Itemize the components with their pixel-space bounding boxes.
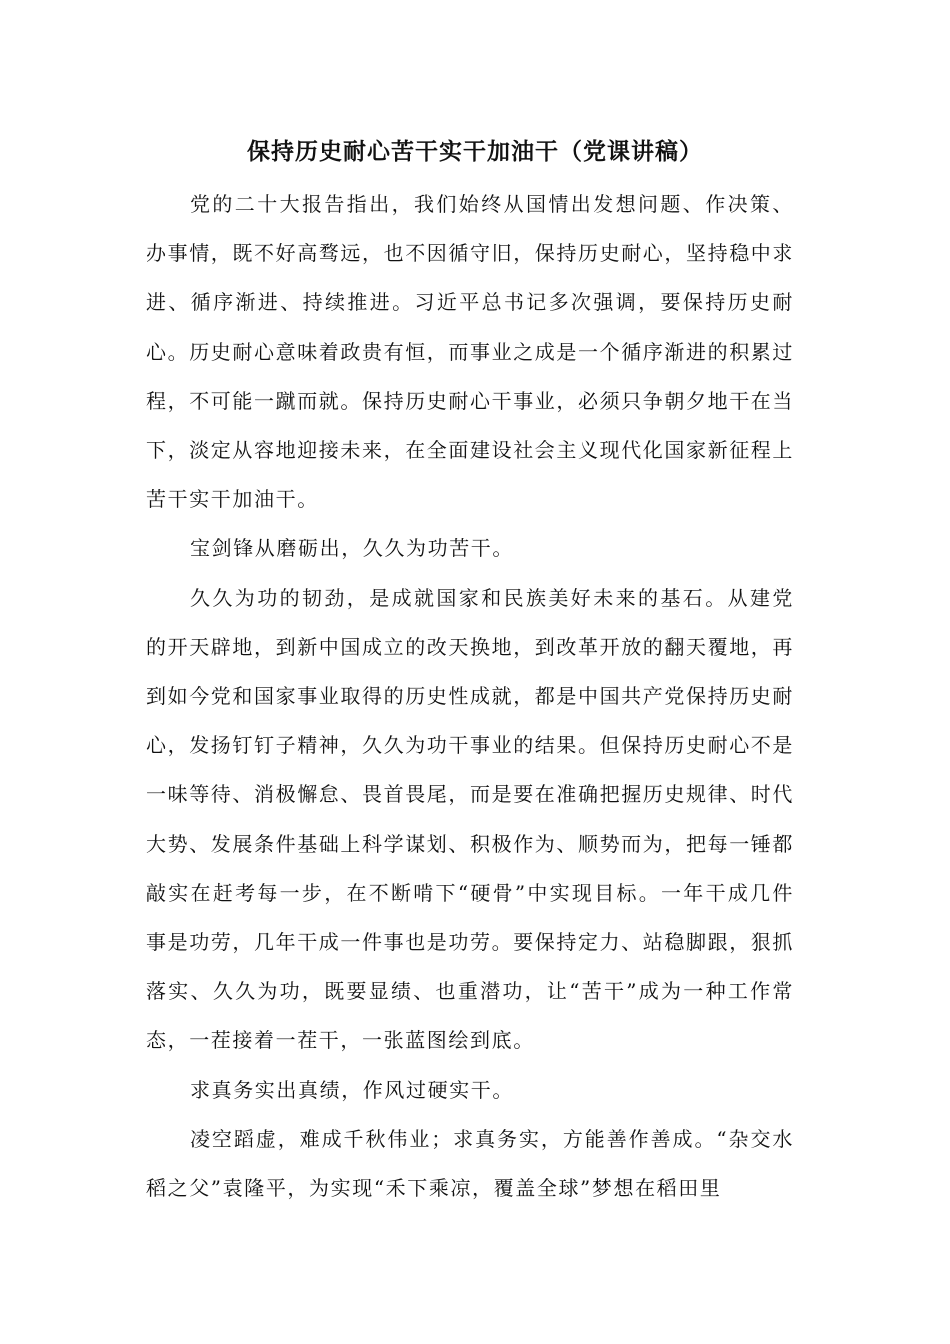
- section-heading-2: 求真务实出真绩，作风过硬实干。: [190, 1077, 514, 1102]
- paragraph-section-1: 久久为功的韧劲，是成就国家和民族美好未来的基石。从建党的开天辟地，到新中国成立的改天换地，到改革开放的翻天覆地，再到如今党和国家事业取得的历史性成就，都是中国共产党保持历史耐心，发扬钉钉子精神，久久为功干事业的结果。但保持历史耐心不是一味等待、消极懈怠、畏首畏尾，而是要在准确把握历史规律、时代大势、发展条件基础上科学谋划、积极作为、顺势而为，把每一锤都敲实在赶考每一步，在不断啃下“硬骨”中实现目标。一年干成几件事是功劳，几年干成一件事也是功劳。要保持定力、站稳脚跟，狠抓落实、久久为功，既要显绩、也重潜功，让“苦干”成为一种工作常态，一茬接着一茬干，一张蓝图绘到底。: [146, 585, 794, 1053]
- paragraph-intro: 党的二十大报告指出，我们始终从国情出发想问题、作决策、办事情，既不好高骛远，也不因循守旧，保持历史耐心，坚持稳中求进、循序渐进、持续推进。习近平总书记多次强调，要保持历史耐心。历史耐心意味着政贵有恒，而事业之成是一个循序渐进的积累过程，不可能一蹴而就。保持历史耐心干事业，必须只争朝夕地干在当下，淡定从容地迎接未来，在全面建设社会主义现代化国家新征程上苦干实干加油干。: [146, 192, 794, 512]
- document-title: 保持历史耐心苦干实干加油干（党课讲稿）: [247, 138, 703, 165]
- paragraph-section-2: 凌空蹈虚，难成千秋伟业；求真务实，方能善作善成。“杂交水稻之父”袁隆平，为实现“禾下乘凉，覆盖全球”梦想在稻田里: [146, 1126, 794, 1201]
- section-heading-1: 宝剑锋从磨砺出，久久为功苦干。: [190, 536, 514, 561]
- document-body: [146, 180, 794, 1213]
